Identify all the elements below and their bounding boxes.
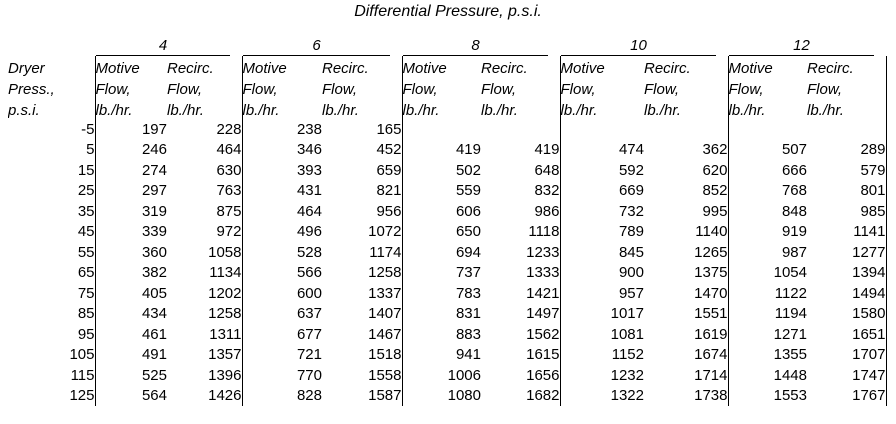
data-cell: 360 <box>95 242 167 263</box>
row-header-line: Dryer <box>8 60 45 77</box>
flow-table <box>8 37 887 406</box>
data-cell: 1738 <box>694 387 728 405</box>
data-cell: 362 <box>702 141 728 159</box>
data-cell: 828 <box>242 386 322 407</box>
data-cell <box>807 119 886 140</box>
data-cell: 1081 <box>560 324 644 345</box>
data-cell: 382 <box>95 263 167 284</box>
row-label: 55 <box>77 243 95 261</box>
data-cell: 721 <box>242 345 322 366</box>
data-cell: 1707 <box>807 345 886 366</box>
data-cell: 1470 <box>694 284 728 302</box>
data-cell: 228 <box>216 120 242 138</box>
column-header-motive: Flow, <box>402 77 481 98</box>
data-cell: 1518 <box>368 346 402 364</box>
data-cell: 579 <box>807 160 886 181</box>
data-cell: 419 <box>402 140 481 161</box>
data-cell: 246 <box>95 140 167 161</box>
row-label: 115 <box>70 366 95 384</box>
table-row <box>8 181 886 202</box>
data-cell: 1080 <box>402 386 481 407</box>
table-row <box>8 345 886 366</box>
column-header-motive: lb./hr. <box>95 98 167 119</box>
data-cell: 1194 <box>728 304 807 325</box>
row-label: 45 <box>77 223 95 241</box>
column-header-recirc: Recirc. <box>644 60 691 77</box>
table-row <box>8 386 886 407</box>
data-cell <box>481 119 560 140</box>
data-cell: 1426 <box>208 387 242 405</box>
data-cell: 507 <box>728 140 807 161</box>
data-cell: 197 <box>95 119 167 140</box>
group-header-cell <box>95 37 242 56</box>
data-cell <box>644 119 728 140</box>
row-label: 75 <box>77 284 95 302</box>
data-cell: 669 <box>560 181 644 202</box>
data-cell: 1421 <box>526 284 560 302</box>
data-cell: 1682 <box>526 387 560 405</box>
column-header-recirc: Flow, <box>807 77 886 98</box>
row-label: 65 <box>77 264 95 282</box>
row-label: 85 <box>77 305 95 323</box>
row-label: 35 <box>77 202 95 220</box>
data-cell: 297 <box>95 181 167 202</box>
column-header-motive: Flow, <box>560 77 644 98</box>
data-cell: 1232 <box>560 365 644 386</box>
data-cell: 1747 <box>807 365 886 386</box>
data-cell: 770 <box>242 365 322 386</box>
data-cell: 985 <box>807 201 886 222</box>
table-row <box>8 283 886 304</box>
group-label: 6 <box>243 37 390 56</box>
table-row <box>8 242 886 263</box>
data-cell: 1258 <box>208 305 242 323</box>
data-cell: 1271 <box>728 324 807 345</box>
column-header-recirc: Recirc. <box>167 60 214 77</box>
data-cell: 339 <box>95 222 167 243</box>
column-header-motive: lb./hr. <box>242 98 322 119</box>
table-row <box>8 119 886 140</box>
data-cell: 694 <box>402 242 481 263</box>
data-cell: 165 <box>376 120 402 138</box>
row-label: 105 <box>69 346 95 364</box>
corner-cell <box>8 37 95 56</box>
data-cell: 1558 <box>368 366 402 384</box>
data-cell: 789 <box>560 222 644 243</box>
table-row <box>8 160 886 181</box>
table-header <box>8 37 886 119</box>
data-cell: 1202 <box>208 284 242 302</box>
column-header-motive: Motive <box>728 56 807 77</box>
column-header-motive: Motive <box>242 56 322 77</box>
column-header-recirc: lb./hr. <box>807 98 886 119</box>
data-cell: 491 <box>95 345 167 366</box>
group-label: 10 <box>561 37 716 56</box>
data-cell: 1134 <box>209 264 242 282</box>
data-cell: 319 <box>95 201 167 222</box>
data-cell: 1258 <box>368 264 402 282</box>
data-cell: 464 <box>216 141 242 159</box>
data-cell: 821 <box>376 182 402 200</box>
data-cell: 875 <box>216 202 242 220</box>
group-label: 8 <box>403 37 548 56</box>
data-cell: 1141 <box>807 222 886 243</box>
column-header-motive: lb./hr. <box>560 98 644 119</box>
data-cell: 289 <box>807 140 886 161</box>
data-cell: 461 <box>95 324 167 345</box>
data-cell: 972 <box>216 223 242 241</box>
data-cell: 986 <box>534 202 560 220</box>
column-header-motive: Motive <box>560 56 644 77</box>
data-cell: 1054 <box>728 263 807 284</box>
table-row <box>8 365 886 386</box>
data-cell: 763 <box>216 182 242 200</box>
data-cell: 496 <box>242 222 322 243</box>
row-label: 95 <box>77 325 95 343</box>
column-header-recirc: Recirc. <box>322 60 369 77</box>
column-header-recirc: Flow, <box>644 81 680 98</box>
data-cell: 1058 <box>208 243 242 261</box>
sub-header-row <box>8 77 886 98</box>
data-cell: 1140 <box>695 223 728 241</box>
data-cell: 474 <box>560 140 644 161</box>
data-cell: 831 <box>402 304 481 325</box>
row-label: 5 <box>86 141 95 159</box>
data-cell: 528 <box>242 242 322 263</box>
row-label: 15 <box>77 161 95 179</box>
sub-header-row <box>8 56 886 77</box>
row-label: 25 <box>77 182 95 200</box>
data-cell: 1375 <box>694 264 728 282</box>
data-cell: 431 <box>242 181 322 202</box>
data-cell: 919 <box>728 222 807 243</box>
data-cell: 1767 <box>807 386 886 407</box>
sub-header-row <box>8 98 886 119</box>
data-cell: 1553 <box>728 386 807 407</box>
data-cell: 1394 <box>807 263 886 284</box>
data-cell: 1674 <box>694 346 728 364</box>
row-header-line: Press., <box>8 81 55 98</box>
column-header-motive: Flow, <box>242 77 322 98</box>
data-cell: 845 <box>560 242 644 263</box>
data-cell: 238 <box>242 119 322 140</box>
data-cell: 677 <box>242 324 322 345</box>
data-cell: 1072 <box>368 223 402 241</box>
data-cell: 393 <box>242 160 322 181</box>
data-cell: 768 <box>728 181 807 202</box>
data-cell: 1333 <box>526 264 560 282</box>
data-cell: 1619 <box>694 325 728 343</box>
data-cell: 1355 <box>728 345 807 366</box>
table-row <box>8 324 886 345</box>
column-header-motive: Flow, <box>95 77 167 98</box>
data-cell: 783 <box>402 283 481 304</box>
column-header-motive: Motive <box>95 56 167 77</box>
data-cell: 1233 <box>526 243 560 261</box>
column-header-motive: lb./hr. <box>402 98 481 119</box>
table-row <box>8 263 886 284</box>
column-header-recirc: Recirc. <box>807 56 886 77</box>
group-label-row <box>8 37 886 56</box>
data-cell: 1265 <box>694 243 728 261</box>
data-cell: 1656 <box>526 366 560 384</box>
data-cell: 1277 <box>807 242 886 263</box>
column-header-recirc: Recirc. <box>481 60 528 77</box>
data-cell: 1017 <box>560 304 644 325</box>
group-header-cell <box>728 37 886 56</box>
data-cell: 452 <box>376 141 402 159</box>
data-cell <box>728 119 807 140</box>
data-cell <box>402 119 481 140</box>
data-cell: 620 <box>702 161 728 179</box>
data-cell: 464 <box>242 201 322 222</box>
data-cell: 995 <box>702 202 728 220</box>
column-header-recirc: Flow, <box>322 81 358 98</box>
data-cell: 737 <box>402 263 481 284</box>
data-cell: 1118 <box>528 223 560 241</box>
data-cell: 1396 <box>208 366 242 384</box>
data-cell: 525 <box>95 365 167 386</box>
data-cell: 434 <box>95 304 167 325</box>
data-cell: 957 <box>560 283 644 304</box>
data-cell: 559 <box>402 181 481 202</box>
data-cell: 1651 <box>807 324 886 345</box>
data-cell: 848 <box>728 201 807 222</box>
data-cell: 801 <box>807 181 886 202</box>
table-row <box>8 201 886 222</box>
table-row <box>8 140 886 161</box>
column-header-motive: Flow, <box>728 77 807 98</box>
data-cell: 832 <box>534 182 560 200</box>
data-cell: 564 <box>95 386 167 407</box>
data-cell: 648 <box>534 161 560 179</box>
data-cell: 1322 <box>560 386 644 407</box>
data-cell: 566 <box>242 263 322 284</box>
column-header-motive: lb./hr. <box>728 98 807 119</box>
group-header-cell <box>560 37 728 56</box>
data-cell: 650 <box>402 222 481 243</box>
row-label: -5 <box>81 120 95 138</box>
data-cell: 1337 <box>368 284 402 302</box>
table-body <box>8 119 886 406</box>
column-header-recirc: lb./hr. <box>322 102 359 119</box>
data-cell: 900 <box>560 263 644 284</box>
data-cell: 1448 <box>728 365 807 386</box>
data-cell: 1580 <box>807 304 886 325</box>
data-cell: 274 <box>95 160 167 181</box>
data-cell: 630 <box>216 161 242 179</box>
table-title: Differential Pressure, p.s.i. <box>354 3 542 20</box>
data-cell: 606 <box>402 201 481 222</box>
column-header-recirc: lb./hr. <box>644 102 681 119</box>
group-label: 12 <box>729 37 874 56</box>
group-header-cell <box>402 37 560 56</box>
group-header-cell <box>242 37 402 56</box>
data-cell: 502 <box>402 160 481 181</box>
data-cell: 941 <box>402 345 481 366</box>
data-cell: 1407 <box>368 305 402 323</box>
data-cell: 1497 <box>526 305 560 323</box>
data-cell: 1467 <box>368 325 402 343</box>
data-cell: 1174 <box>369 243 402 261</box>
data-cell: 592 <box>560 160 644 181</box>
data-cell: 600 <box>242 283 322 304</box>
row-header-line: p.s.i. <box>8 102 40 119</box>
row-label: 125 <box>69 387 95 405</box>
data-cell: 1152 <box>560 345 644 366</box>
table-row <box>8 222 886 243</box>
data-cell: 1551 <box>694 305 728 323</box>
data-cell: 419 <box>534 141 560 159</box>
data-cell: 1714 <box>694 366 728 384</box>
column-header-recirc: lb./hr. <box>167 102 204 119</box>
column-header-recirc: Flow, <box>481 81 517 98</box>
data-cell: 1562 <box>526 325 560 343</box>
column-header-recirc: Flow, <box>167 81 203 98</box>
data-cell: 852 <box>702 182 728 200</box>
data-cell: 1494 <box>807 283 886 304</box>
data-cell: 883 <box>402 324 481 345</box>
data-cell: 987 <box>728 242 807 263</box>
column-header-recirc: lb./hr. <box>481 102 518 119</box>
data-cell: 1587 <box>368 387 402 405</box>
data-cell: 346 <box>242 140 322 161</box>
data-cell: 659 <box>376 161 402 179</box>
data-cell: 1006 <box>402 365 481 386</box>
data-cell: 956 <box>376 202 402 220</box>
data-cell: 405 <box>95 283 167 304</box>
column-header-motive: Motive <box>402 56 481 77</box>
data-cell: 1311 <box>209 325 242 343</box>
table-row <box>8 304 886 325</box>
data-cell: 666 <box>728 160 807 181</box>
group-label: 4 <box>96 37 230 56</box>
data-cell <box>560 119 644 140</box>
data-cell: 1615 <box>526 346 560 364</box>
data-cell: 1122 <box>728 283 807 304</box>
data-cell: 1357 <box>208 346 242 364</box>
data-cell: 637 <box>242 304 322 325</box>
data-cell: 732 <box>560 201 644 222</box>
